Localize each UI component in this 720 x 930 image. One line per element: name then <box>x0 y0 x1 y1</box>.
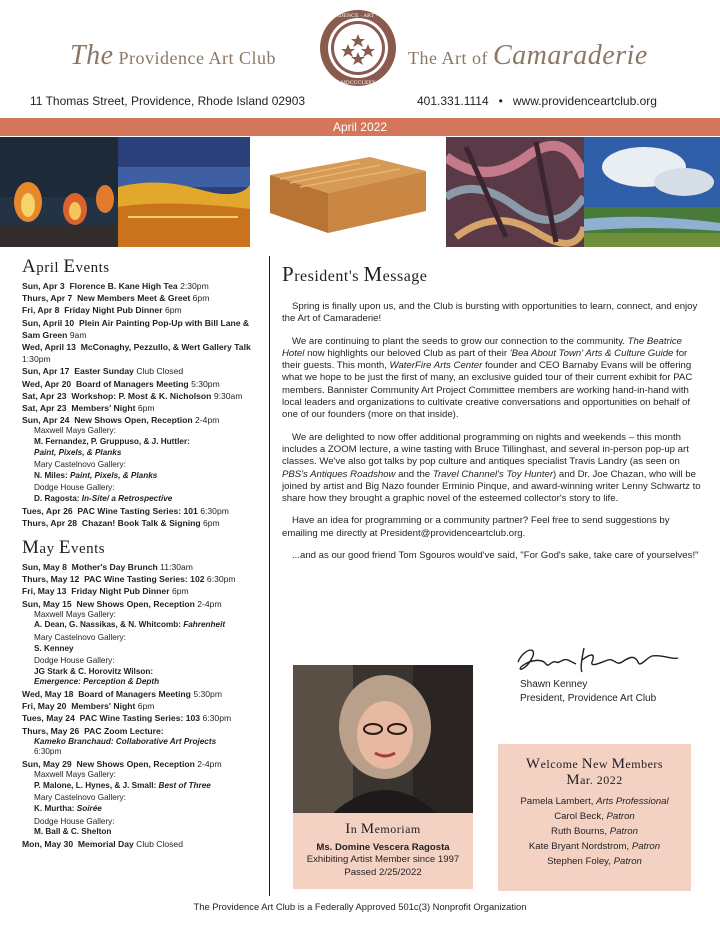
presidents-message-heading: President's Message <box>282 262 428 286</box>
message-paragraph: Have an idea for programming or a community partner? Feel free to send suggestions by emailing me directly at President@providenceartclub.org. <box>282 515 670 539</box>
contact-bullet: • <box>498 94 503 108</box>
event-row: Thurs, Apr 7 New Members Meet & Greet 6pm <box>22 293 210 304</box>
event-row: Fri, May 20 Members' Night 6pm <box>22 701 155 712</box>
list-item: Stephen Foley, Patron <box>547 856 642 867</box>
artwork-painting-clouds <box>584 137 720 247</box>
event-row: Wed, Apr 20 Board of Managers Meeting 5:30pm <box>22 378 220 389</box>
memoriam-line: Passed 2/25/2022 <box>344 867 422 878</box>
footer-note: The Providence Art Club is a Federally Approved 501c(3) Nonprofit Organization <box>193 901 527 912</box>
list-item: Kate Bryant Nordstrom, Patron <box>528 841 661 852</box>
may-events-heading: May Events <box>22 537 106 558</box>
svg-text:MDCCCLXXX: MDCCCLXXX <box>340 80 376 86</box>
event-row: Mon, May 30 Memorial Day Club Closed <box>22 838 183 849</box>
events-column <box>22 256 262 896</box>
message-paragraph: We are delighted to now offer additional programming on nights and weekends – this month includes a ZOOM lecture, a wine tasting with Bruce Tillinghast, and several in-person pop-up art classes. We've also got talks by pop culture and antiques specialist Travis Landry (as seen on PBS's Antiques Roadshow and the Travel Channel's Toy Hunter) and Dr. Joe Chazan, who will be joined by artist and Big Nazo founder Erminio Pinque, and award-winning writer Lenny Schwartz to share how they brought a graphic novel of the esteemed collector's story to life. <box>282 431 701 505</box>
tagline-rest: The Art of <box>408 48 488 68</box>
gallery-show: Mary Castelnovo Gallery: N. Miles: Paint, Pixels, & Planks <box>34 460 158 480</box>
artwork-painting-field <box>118 137 250 247</box>
signer-title: President, Providence Art Club <box>520 693 657 704</box>
memoriam-heading: In Memoriam <box>345 821 421 837</box>
event-row: Fri, May 13 Friday Night Pub Dinner 6pm <box>22 586 189 597</box>
april-events-heading: April Events <box>22 256 110 277</box>
list-item: Pamela Lambert, Arts Professional <box>520 796 669 807</box>
event-row: Thurs, Apr 28 Chazan! Book Talk & Signing 6pm <box>22 517 220 528</box>
gallery-show: Mary Castelnovo Gallery: K. Murtha: Soirée <box>34 793 126 813</box>
issue-banner: April 2022 <box>0 118 720 136</box>
signer-block <box>520 678 656 706</box>
welcome-heading: Welcome New Members <box>525 756 664 772</box>
memoriam-portrait <box>293 665 473 813</box>
event-row: Sun, Apr 24 New Shows Open, Reception 2-4pm <box>22 415 220 426</box>
gallery-show: Dodge House Gallery: M. Ball & C. Shelton <box>34 816 115 837</box>
signer-name: Shawn Kenney <box>520 679 588 690</box>
tagline-script: Camaraderie <box>492 40 648 71</box>
club-name <box>70 40 276 72</box>
club-website[interactable]: www.providenceartclub.org <box>512 94 657 108</box>
event-row: Sat, Apr 23 Members' Night 6pm <box>22 403 155 414</box>
message-paragraph: Spring is finally upon us, and the Club is bursting with opportunities to learn, connect, and enjoy the Art of Camaraderie! <box>282 301 698 325</box>
gallery-show: Maxwell Mays Gallery: A. Dean, G. Nassikas, & N. Whitcomb: Fahrenheit <box>34 609 226 630</box>
event-row: Tues, Apr 26 PAC Wine Tasting Series: 101 6:30pm <box>22 505 229 516</box>
memoriam-box <box>293 813 473 889</box>
event-row: Sun, May 29 New Shows Open, Reception 2-4pm <box>22 758 222 769</box>
event-row: Sun, Apr 17 Easter Sunday Club Closed <box>22 366 184 377</box>
event-row: Wed, April 13 McConaghy, Pezzullo, & Wert Gallery Talk 1:30pm <box>22 342 251 365</box>
svg-text:PROVIDENCE · ART · CLUB: PROVIDENCE · ART · CLUB <box>322 13 394 19</box>
artwork-painting-abstract <box>446 137 584 247</box>
memoriam-name: Ms. Domine Vescera Ragosta <box>316 842 450 853</box>
gallery-show: Dodge House Gallery: JG Stark & C. Horovitz Wilson: Emergence: Perception & Depth <box>34 656 160 687</box>
artwork-painting-fires <box>0 137 118 247</box>
new-member-list <box>498 794 691 869</box>
club-contact <box>417 94 657 108</box>
message-paragraph: ...and as our good friend Tom Sgouros would've said, "For God's sake, take care of yourselves!" <box>292 550 699 562</box>
list-item: Ruth Bourns, Patron <box>551 826 638 837</box>
event-row: Sun, April 10 Plein Air Painting Pop-Up with Bill Lane & Sam Green 9am <box>22 317 250 340</box>
welcome-subheading: Mar. 2022 <box>566 772 623 788</box>
club-name-rest: Providence Art Club <box>118 48 276 68</box>
club-address: 11 Thomas Street, Providence, Rhode Island 02903 <box>30 94 306 108</box>
artwork-wooden-box <box>250 137 446 247</box>
gallery-show: Dodge House Gallery: D. Ragosta: In-Site/ a Retrospective <box>34 483 173 503</box>
event-row: Sun, May 8 Mother's Day Brunch 11:30am <box>22 562 193 572</box>
club-name-the: The <box>70 40 114 71</box>
gallery-show: Mary Castelnovo Gallery: S. Kenney <box>34 633 126 653</box>
tagline <box>408 40 648 72</box>
artwork-strip <box>0 137 720 247</box>
president-signature <box>512 640 682 680</box>
gallery-show: Maxwell Mays Gallery: M. Fernandez, P. Gruppuso, & J. Huttler: Paint, Pixels, & Planks <box>34 426 190 457</box>
event-row: Wed, May 18 Board of Managers Meeting 5:30pm <box>22 688 222 699</box>
event-row: Thurs, May 12 PAC Wine Tasting Series: 102 6:30pm <box>22 574 236 585</box>
club-seal-logo <box>318 8 398 88</box>
event-row: Sat, Apr 23 Workshop: P. Most & K. Nicholson 9:30am <box>22 390 243 401</box>
letterhead <box>0 0 720 118</box>
zoom-lecture: Kameko Branchaud: Collaborative Art Projects 6:30pm <box>34 736 217 757</box>
list-item: Carol Beck, Patron <box>554 811 635 822</box>
presidents-message <box>282 262 702 572</box>
event-row: Tues, May 24 PAC Wine Tasting Series: 103 6:30pm <box>22 713 232 724</box>
column-divider <box>269 256 270 896</box>
gallery-show: Maxwell Mays Gallery: P. Malone, L. Hynes, & J. Small: Best of Three <box>34 770 211 790</box>
club-phone: 401.331.1114 <box>417 94 489 108</box>
message-paragraph: We are continuing to plant the seeds to grow our connection to the community. The Beatrice Hotel now highlights our beloved Club as part of their 'Bea About Town' Arts & Culture Guide for their guests. This month, WaterFire Arts Center founder and CEO Barnaby Evans will be offering what we hope to be just the first of many, an exclusive guided tour of their current exhibit for PAC members. Bannister Community Art Project Committee members are working hand-in-hand with local leaders and organizations to cultivate creative conversations and opportunities on behalf of one of our founders (more on that inside). <box>282 335 693 421</box>
memoriam-line: Exhibiting Artist Member since 1997 <box>306 854 460 865</box>
welcome-members-box <box>498 744 691 891</box>
event-row: Fri, Apr 8 Friday Night Pub Dinner 6pm <box>22 305 182 316</box>
event-row: Sun, May 15 New Shows Open, Reception 2-4pm <box>22 598 222 609</box>
event-row: Sun, Apr 3 Florence B. Kane High Tea 2:30pm <box>22 281 209 291</box>
event-row: Thurs, May 26 PAC Zoom Lecture: <box>22 725 164 736</box>
